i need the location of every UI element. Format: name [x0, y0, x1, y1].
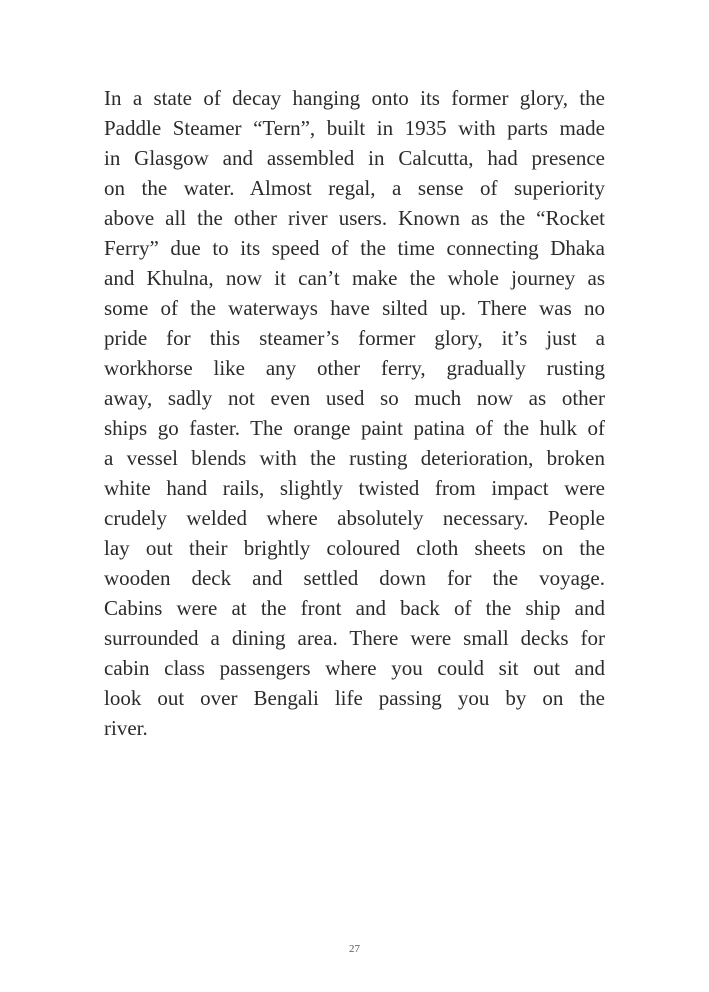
paragraph-line: on the water. Almost regal, a sense of superiority [104, 176, 605, 200]
paragraph-line: look out over Bengali life passing you by on the [104, 686, 605, 710]
paragraph-line: some of the waterways have silted up. There was no [104, 296, 605, 320]
paragraph-line: white hand rails, slightly twisted from impact were [104, 476, 605, 500]
paragraph-line: surrounded a dining area. There were small decks for [104, 626, 605, 650]
paragraph-line: and Khulna, now it can’t make the whole journey as [104, 266, 605, 290]
paragraph-line: in Glasgow and assembled in Calcutta, had presence [104, 146, 605, 170]
paragraph-line: pride for this steamer’s former glory, it’s just a [104, 326, 605, 350]
paragraph-line: Ferry” due to its speed of the time connecting Dhaka [104, 236, 605, 260]
paragraph-line: Paddle Steamer “Tern”, built in 1935 with parts made [104, 116, 605, 140]
paragraph-line: crudely welded where absolutely necessary. People [104, 506, 605, 530]
paragraph-line: a vessel blends with the rusting deterioration, broken [104, 446, 605, 470]
paragraph-line: wooden deck and settled down for the voyage. [104, 566, 605, 590]
page-number: 27 [349, 943, 360, 955]
paragraph-line: In a state of decay hanging onto its former glory, the [104, 86, 605, 110]
paragraph-line: away, sadly not even used so much now as other [104, 386, 605, 410]
paragraph-line: river. [104, 716, 148, 740]
paragraph-line: Cabins were at the front and back of the ship and [104, 596, 605, 620]
paragraph-line: workhorse like any other ferry, gradually rusting [104, 356, 605, 380]
body-paragraph [104, 83, 605, 743]
paragraph-line: lay out their brightly coloured cloth sheets on the [104, 536, 605, 560]
paragraph-line: cabin class passengers where you could sit out and [104, 656, 605, 680]
paragraph-line: ships go faster. The orange paint patina of the hulk of [104, 416, 605, 440]
paragraph-line: above all the other river users. Known as the “Rocket [104, 206, 605, 230]
